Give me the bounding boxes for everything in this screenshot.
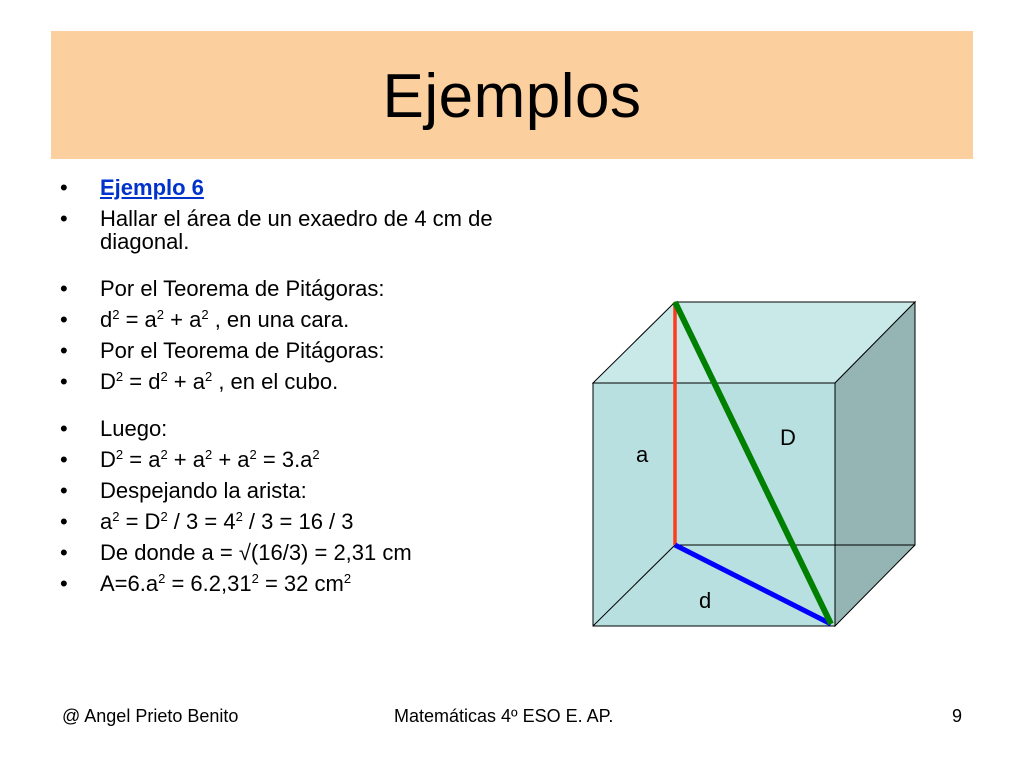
bullet-item [60,417,500,440]
footer-page-number: 9 [952,706,963,726]
bullet-dot: • [60,571,68,596]
bullet-item [60,510,500,533]
example-link[interactable]: Ejemplo 6 [100,175,204,200]
footer-course: Matemáticas 4º ESO E. AP. [394,706,614,726]
bullet-item [60,207,500,253]
cube-diagram [580,290,920,635]
bullet-text: Luego: [100,416,168,441]
bullet-dot: • [60,175,68,200]
bullet-list [60,176,500,603]
bullet-text: De donde a = √(16/3) = 2,31 cm [100,540,412,565]
bullet-item [60,448,500,471]
bullet-dot: • [60,509,68,534]
bullet-text: $d^2 = a^2 + a^2$ , en una cara. [100,307,350,332]
bullet-text: $D^2 = d^2 + a^2$ , en el cubo. [100,369,339,394]
bullet-text: Por el Teorema de Pitágoras: [100,276,385,301]
bullet-text: $a^2 = D^2 / 3 = 4^2 / 3 = 16 / 3$ [100,509,354,534]
slide-title: Ejemplos [382,61,642,131]
bullet-item [60,572,500,595]
bullet-item[interactable] [60,176,500,199]
bullet-text: Despejando la arista: [100,478,307,503]
bullet-text: $A=6.a^2 = 6.2,31^2 = 32$ $cm^2$ [100,571,352,596]
bullet-item [60,339,500,362]
bullet-dot: • [60,369,68,394]
bullet-text: Hallar el área de un exaedro de 4 cm de diagonal. [100,206,493,254]
footer-author: @ Angel Prieto Benito [62,706,239,726]
bullet-dot: • [60,447,68,472]
bullet-dot: • [60,416,68,441]
bullet-text: $D^2 = a^2 + a^2 + a^2 = 3.a^2$ [100,447,320,472]
label-D: D [780,425,796,450]
bullet-dot: • [60,276,68,301]
bullet-item [60,479,500,502]
label-a: a [636,442,649,467]
bullet-item [60,541,500,564]
bullet-item [60,370,500,393]
bullet-item [60,308,500,331]
label-d: d [699,588,712,613]
bullet-item [60,277,500,300]
bullet-dot: • [60,478,68,503]
bullet-text: Por el Teorema de Pitágoras: [100,338,385,363]
title-bar [51,31,973,159]
bullet-dot: • [60,307,68,332]
bullet-dot: • [60,540,68,565]
bullet-dot: • [60,338,68,363]
bullet-dot: • [60,206,68,231]
